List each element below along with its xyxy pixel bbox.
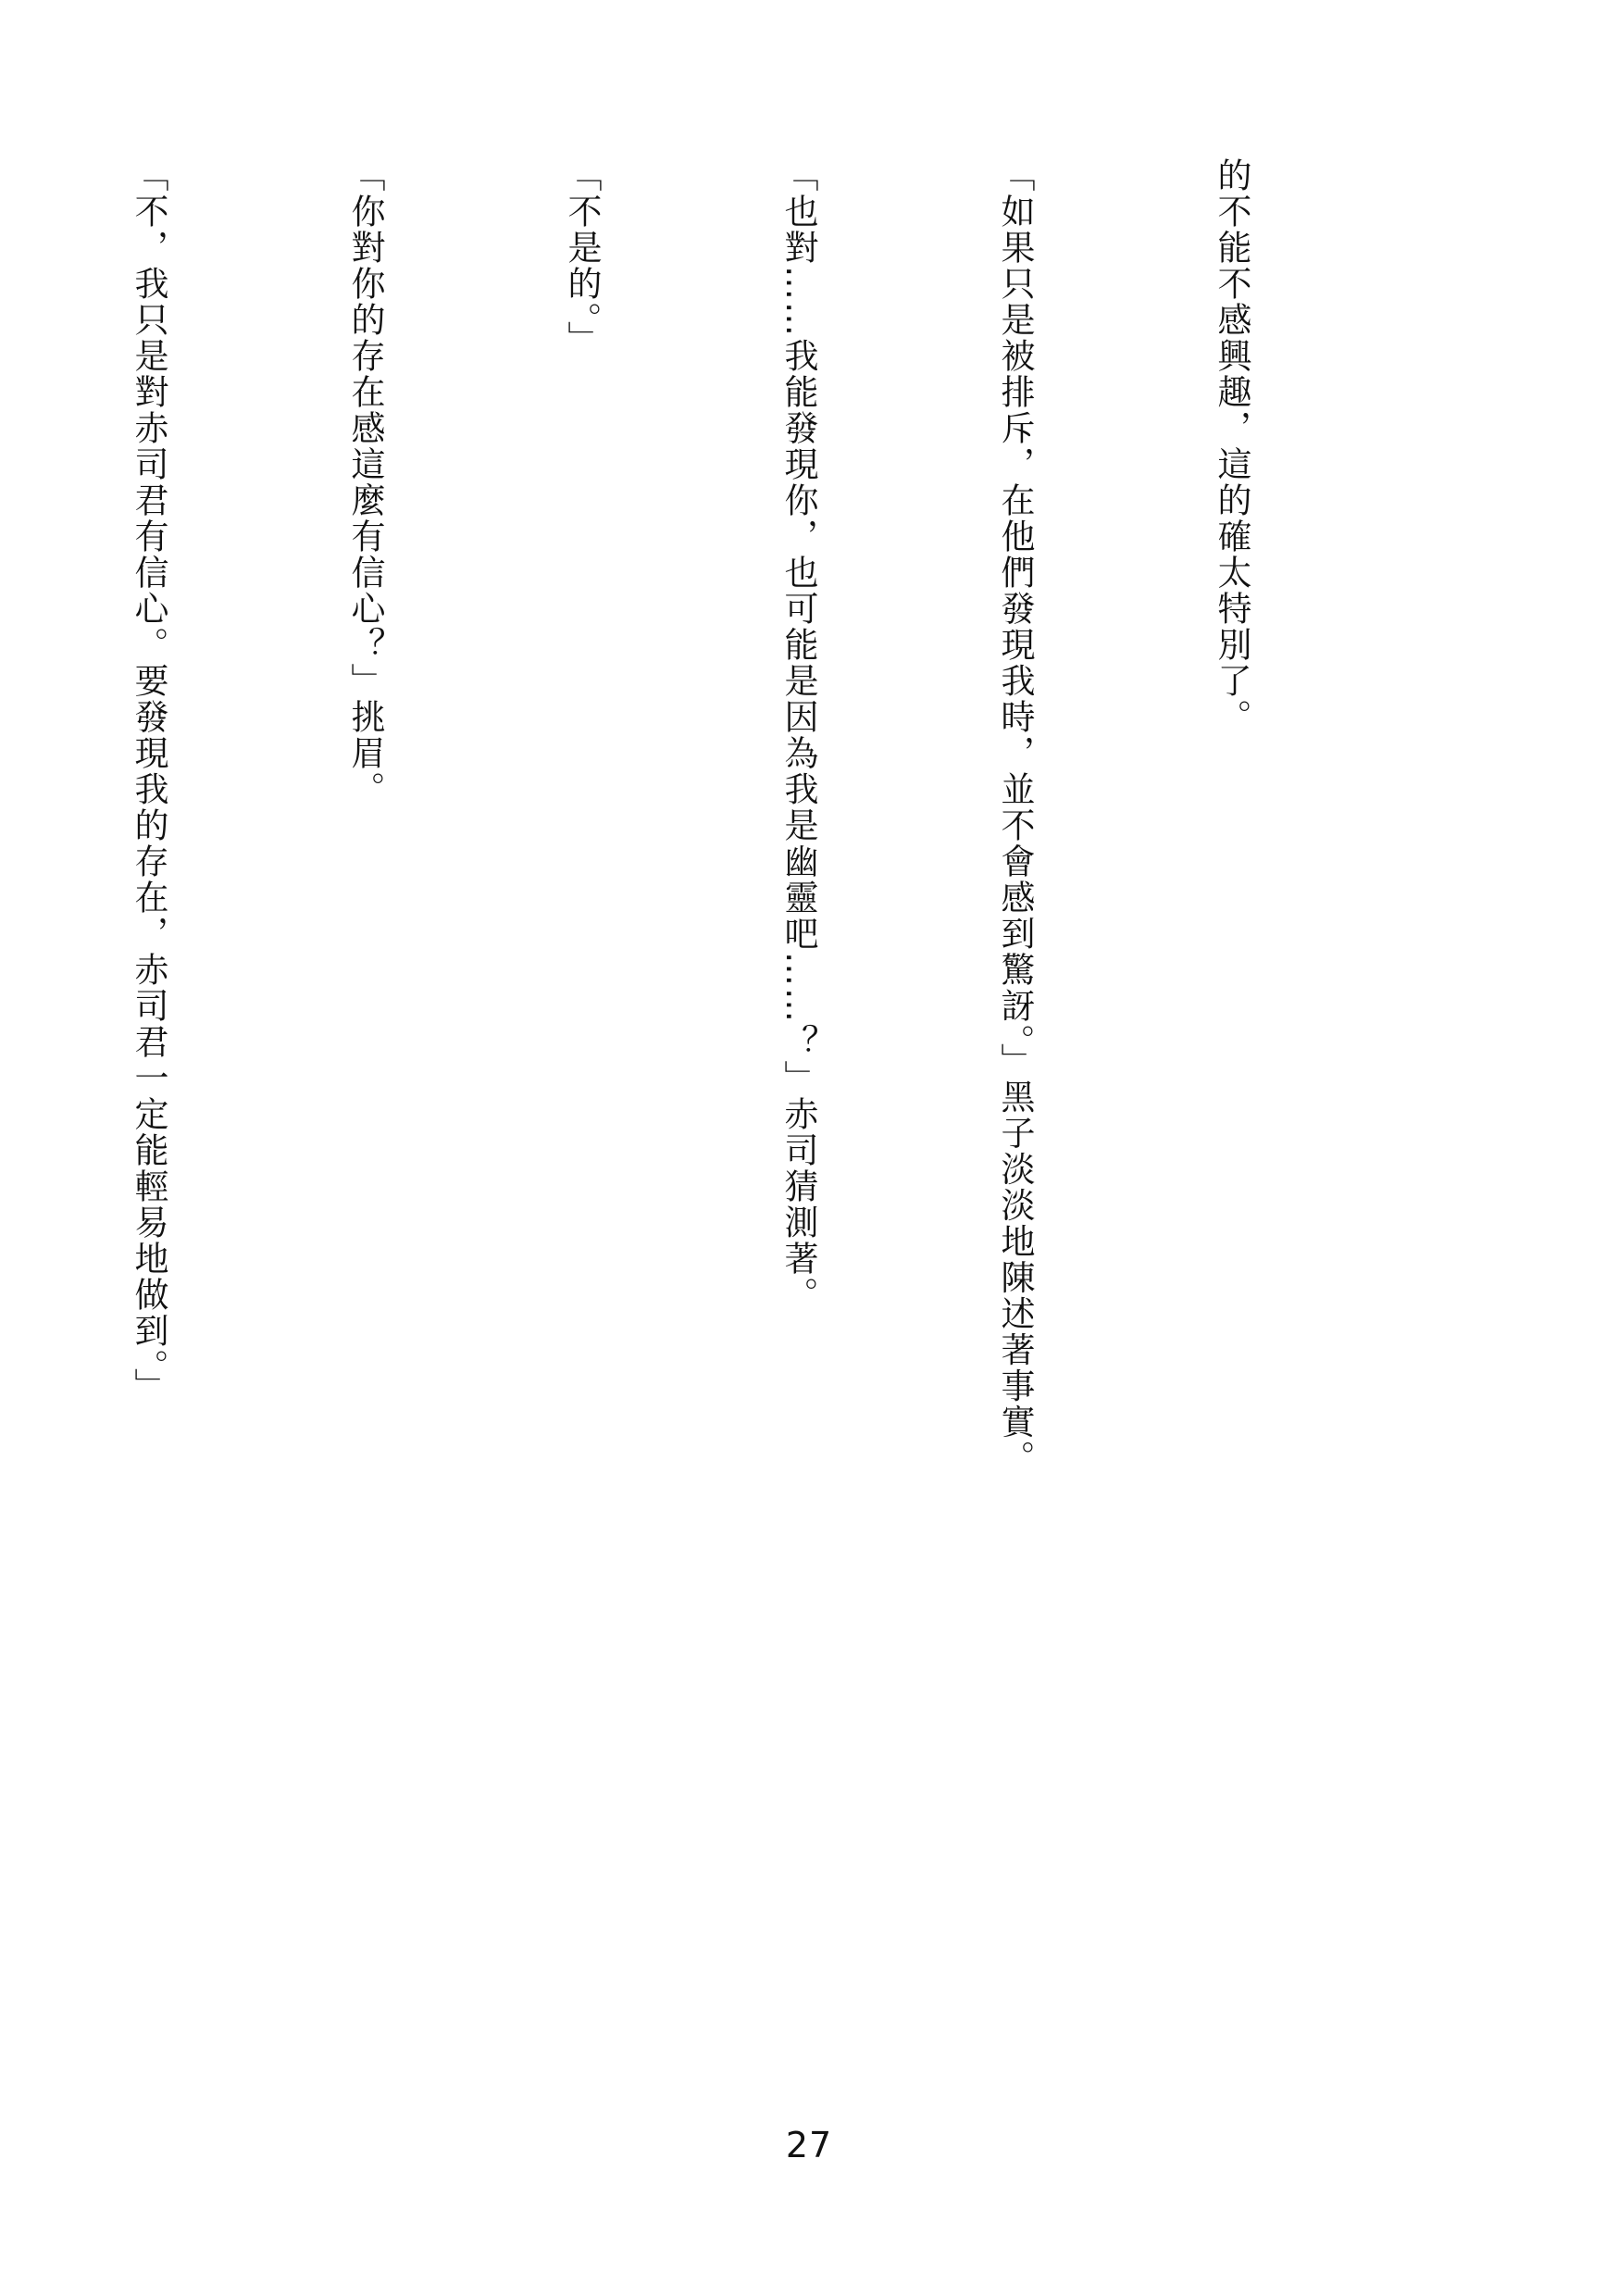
text-line: 「不是的。」 — [562, 157, 602, 357]
text-line: 「不，我只是對赤司君有信心。要發現我的存在，赤司君一定能輕易地做到。」 — [129, 157, 168, 1404]
text-line: 「你對你的存在感這麼有信心？」挑眉。 — [345, 157, 385, 807]
page-number: 27 — [785, 2125, 833, 2165]
text-line: 「也對……我能發現你，也可能是因為我是幽靈吧……？」赤司猜測著。 — [778, 157, 818, 1313]
text-line: 「如果只是被排斥，在他們發現我時，並不會感到驚訝。」黑子淡淡地陳述著事實。 — [995, 157, 1035, 1477]
vertical-text-body — [129, 157, 1412, 2055]
text-line: 的不能不感興趣，這的確太特別了。 — [1212, 157, 1251, 735]
